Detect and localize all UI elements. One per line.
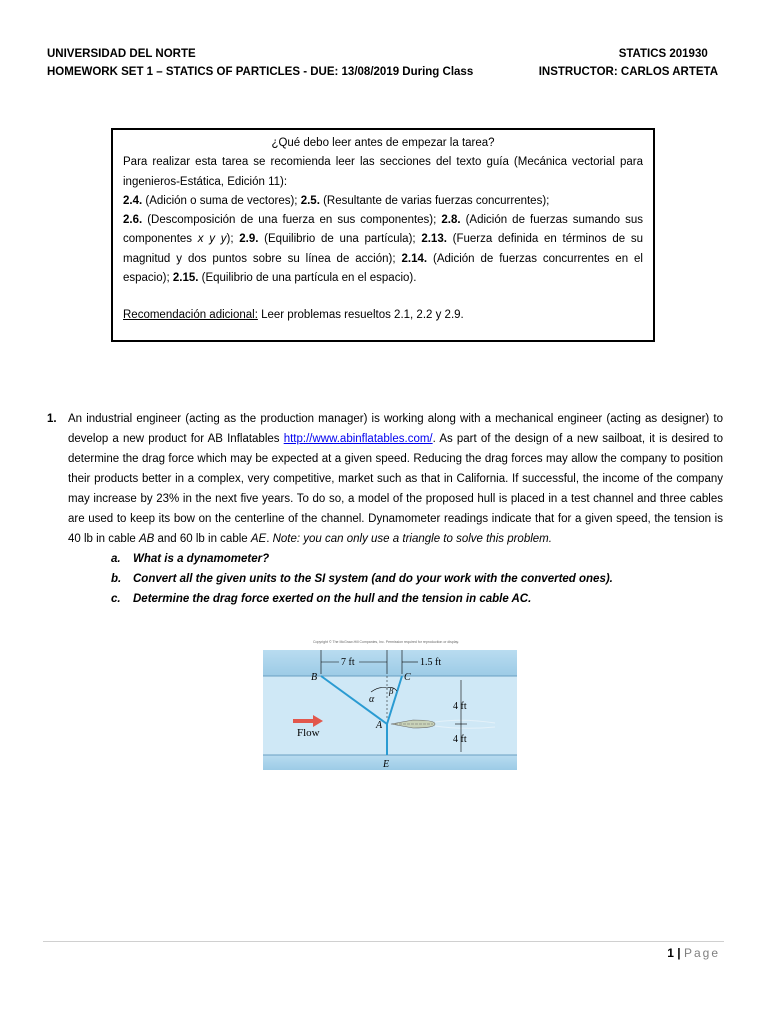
box-sections-line1 xyxy=(123,192,643,211)
box-sections-rest xyxy=(123,211,643,288)
box-recommendation xyxy=(123,306,643,325)
point-b-label: B xyxy=(311,672,318,683)
header-left xyxy=(47,45,473,81)
section-2-13-text: (Fuerza definida en términos de su magnitud y dos puntos sobre su línea de acción); xyxy=(123,233,644,265)
angle-alpha-label: α xyxy=(369,694,375,705)
sub-question-text: Convert all the given units to the SI system (and do your work with the converted ones). xyxy=(133,573,613,585)
section-2-6-text: (Descomposición de una fuerza en sus componentes); xyxy=(142,214,442,227)
sub-questions xyxy=(68,549,723,609)
figure-copyright: Copyright © The McGraw-Hill Companies, Inc. Permission required for reproduction or display. xyxy=(313,640,460,644)
sub-question-c xyxy=(111,589,723,609)
section-2-9: 2.9. xyxy=(239,233,259,246)
sub-question-b xyxy=(111,569,723,589)
question-1 xyxy=(47,409,723,609)
question-body xyxy=(68,409,723,609)
recommendation-label: Recomendación adicional: xyxy=(123,309,258,322)
section-2-4: 2.4. xyxy=(123,194,143,207)
page-footer xyxy=(667,946,720,960)
dim-4ft-bottom-label: 4 ft xyxy=(453,734,467,745)
page-number: 1 xyxy=(667,946,674,960)
section-2-13: 2.13. xyxy=(421,233,447,246)
dim-4ft-top-label: 4 ft xyxy=(453,701,467,712)
angle-beta-label: β xyxy=(389,686,394,696)
header-right xyxy=(539,45,718,81)
reading-guide-box xyxy=(111,128,655,342)
channel-diagram xyxy=(263,636,517,770)
sub-question-letter: b. xyxy=(111,573,122,585)
course-code: STATICS 201930 xyxy=(618,48,708,60)
sub-question-a xyxy=(111,549,723,569)
sub-question-letter: a. xyxy=(111,553,121,565)
top-bank xyxy=(263,650,517,676)
university-name: UNIVERSIDAD DEL NORTE xyxy=(47,48,196,60)
section-2-8-end: ); xyxy=(226,233,240,246)
question-text-b: . As part of the design of a new sailboat, it is desired to determine the drag force which may be expected at a given speed. Reducing the drag forces may allow the company to position their products better in a complex, very competitive, market such as that in California. If successful, the income of the company may increase by 23% in the next five years. To do so, a model of the proposed hull is placed in a test channel and three cables are used to keep its bow on the centerline of the channel. Dynamometer readings indicate that for a given speed, the tension is 40 lb in cable xyxy=(68,433,724,545)
section-2-15-text: (Equilibrio de una partícula en el espacio). xyxy=(198,272,417,285)
section-2-9-text: (Equilibrio de una partícula); xyxy=(258,233,422,246)
cable-ae: AE xyxy=(250,533,267,545)
question-text-a: An industrial engineer (acting as the production manager) is working along with a mechanical engineer (acting as designer) to develop a new product for AB Inflatables xyxy=(68,413,723,445)
recommendation-text: Leer problemas resueltos 2.1, 2.2 y 2.9. xyxy=(257,309,464,322)
channel-figure xyxy=(263,636,517,770)
bottom-bank xyxy=(263,755,517,770)
question-text-d: . xyxy=(266,533,273,545)
section-2-14: 2.14. xyxy=(401,252,428,265)
sub-question-text: What is a dynamometer? xyxy=(133,553,270,565)
sub-question-text: Determine the drag force exerted on the hull and the tension in cable AC. xyxy=(133,593,532,605)
instructor-name: INSTRUCTOR: CARLOS ARTETA xyxy=(538,66,718,78)
page-separator: | xyxy=(673,946,684,960)
section-2-8-text: (Adición de fuerzas sumando sus componentes xyxy=(123,214,643,246)
sub-question-letter: c. xyxy=(111,593,121,605)
homework-title: HOMEWORK SET 1 – STATICS OF PARTICLES - DUE: 13/08/2019 During Class xyxy=(47,66,474,78)
section-2-14-text: (Adición de fuerzas concurrentes en el espacio); xyxy=(123,252,643,285)
question-text-c: and 60 lb in cable xyxy=(154,533,251,545)
dim-15ft-label: 1.5 ft xyxy=(420,657,442,668)
section-2-15: 2.15. xyxy=(172,272,199,285)
question-note: Note: you can only use a triangle to solve this problem. xyxy=(272,533,552,545)
abinflatables-link[interactable]: http://www.abinflatables.com/ xyxy=(283,433,433,445)
page-word: Page xyxy=(683,946,720,960)
dim-7ft-label: 7 ft xyxy=(341,657,355,668)
section-2-5-text: (Resultante de varias fuerzas concurrentes); xyxy=(319,194,550,207)
footer-divider xyxy=(43,941,724,942)
section-2-8: 2.8. xyxy=(441,214,461,227)
point-e-label: E xyxy=(383,759,390,770)
section-2-6: 2.6. xyxy=(123,214,143,227)
section-2-4-text: (Adición o suma de vectores); xyxy=(142,194,301,207)
question-number: 1. xyxy=(47,413,57,425)
point-c-label: C xyxy=(404,672,411,683)
section-2-8-xy: x y y xyxy=(197,233,227,246)
box-intro: Para realizar esta tarea se recomienda leer las secciones del texto guía (Mecánica vectorial para ingenieros-Estática, Edición 11): xyxy=(123,156,643,188)
flow-label: Flow xyxy=(297,727,320,739)
cable-ab: AB xyxy=(138,533,155,545)
box-title: ¿Qué debo leer antes de empezar la tarea? xyxy=(271,137,495,149)
section-2-5: 2.5. xyxy=(300,194,320,207)
point-a-label: A xyxy=(376,720,383,731)
